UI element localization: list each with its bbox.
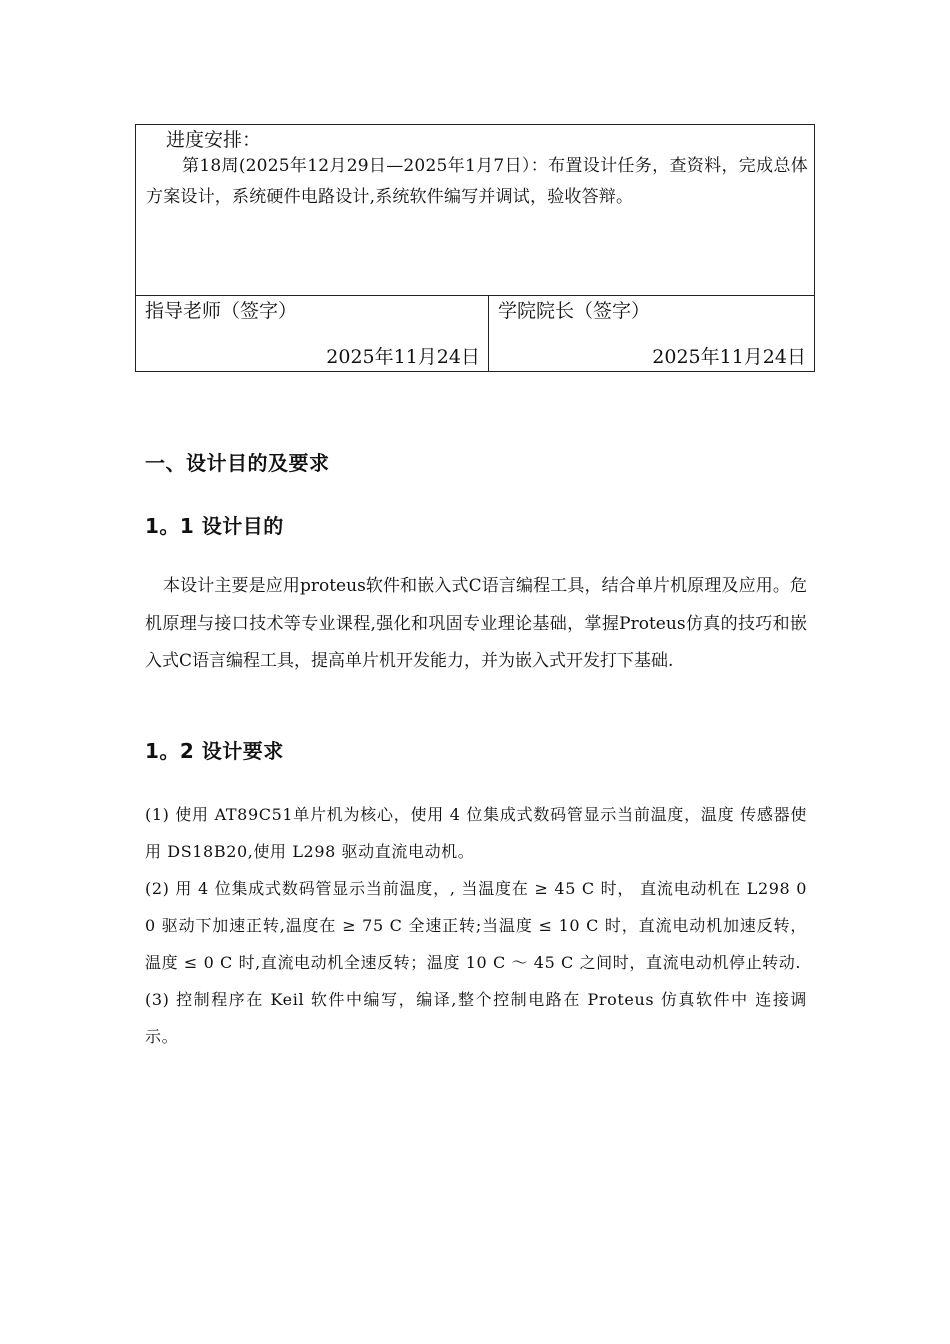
progress-text: 第18周(2025年12月29日—2025年1月7日）：布置设计任务，查资料，完成总体方案设计，系统硬件电路设计,系统软件编写并调试，验收答辩。 (146, 156, 808, 207)
requirements-list (145, 796, 807, 1055)
requirement-item-1: (1) 使用 AT89C51单片机为核心，使用 4 位集成式数码管显示当前温度，温度 传感器使用 DS18B20,使用 L298 驱动直流电动机。 (145, 805, 807, 861)
section-heading: 一、设计目的及要求 (145, 451, 330, 475)
requirement-item-3: (3) 控制程序在 Keil 软件中编写，编译,整个控制电路在 Proteus 仿真软件中 连接调示。 (145, 990, 807, 1046)
dean-signature-date: 2025年11月24日 (652, 346, 806, 368)
purpose-paragraph: 本设计主要是应用proteus软件和嵌入式C语言编程工具，结合单片机原理及应用。危机原理与接口技术等专业课程,强化和巩固专业理论基础，掌握Proteus仿真的技巧和嵌入式C语言编程工具，提高单片机开发能力，并为嵌入式开发打下基础. (145, 576, 807, 671)
subsection-heading-purpose: 1。1 设计目的 (145, 514, 284, 538)
dean-signature-cell (489, 296, 814, 371)
dean-signature-label: 学院院长（签字） (498, 300, 651, 322)
progress-heading: 进度安排： (166, 129, 262, 151)
advisor-signature-label: 指导老师（签字） (145, 300, 298, 322)
advisor-signature-date: 2025年11月24日 (326, 346, 480, 368)
signature-row (136, 296, 814, 371)
requirement-item-2: (2) 用 4 位集成式数码管显示当前温度，, 当温度在 ≥ 45 C 时， 直流电动机在 L298 0 0 驱动下加速正转,温度在 ≥ 75 C 全速正转;当温度 ≤ 10 C 时，直流电动机加速反转，温度 ≤ 0 C 时,直流电动机全速反转；温度 10 C ～ 45 C 之间时，直流电动机停止转动. (145, 879, 807, 972)
advisor-signature-cell (136, 296, 489, 371)
subsection-heading-requirements: 1。2 设计要求 (145, 739, 284, 763)
progress-row (136, 125, 814, 296)
schedule-table (135, 124, 815, 372)
